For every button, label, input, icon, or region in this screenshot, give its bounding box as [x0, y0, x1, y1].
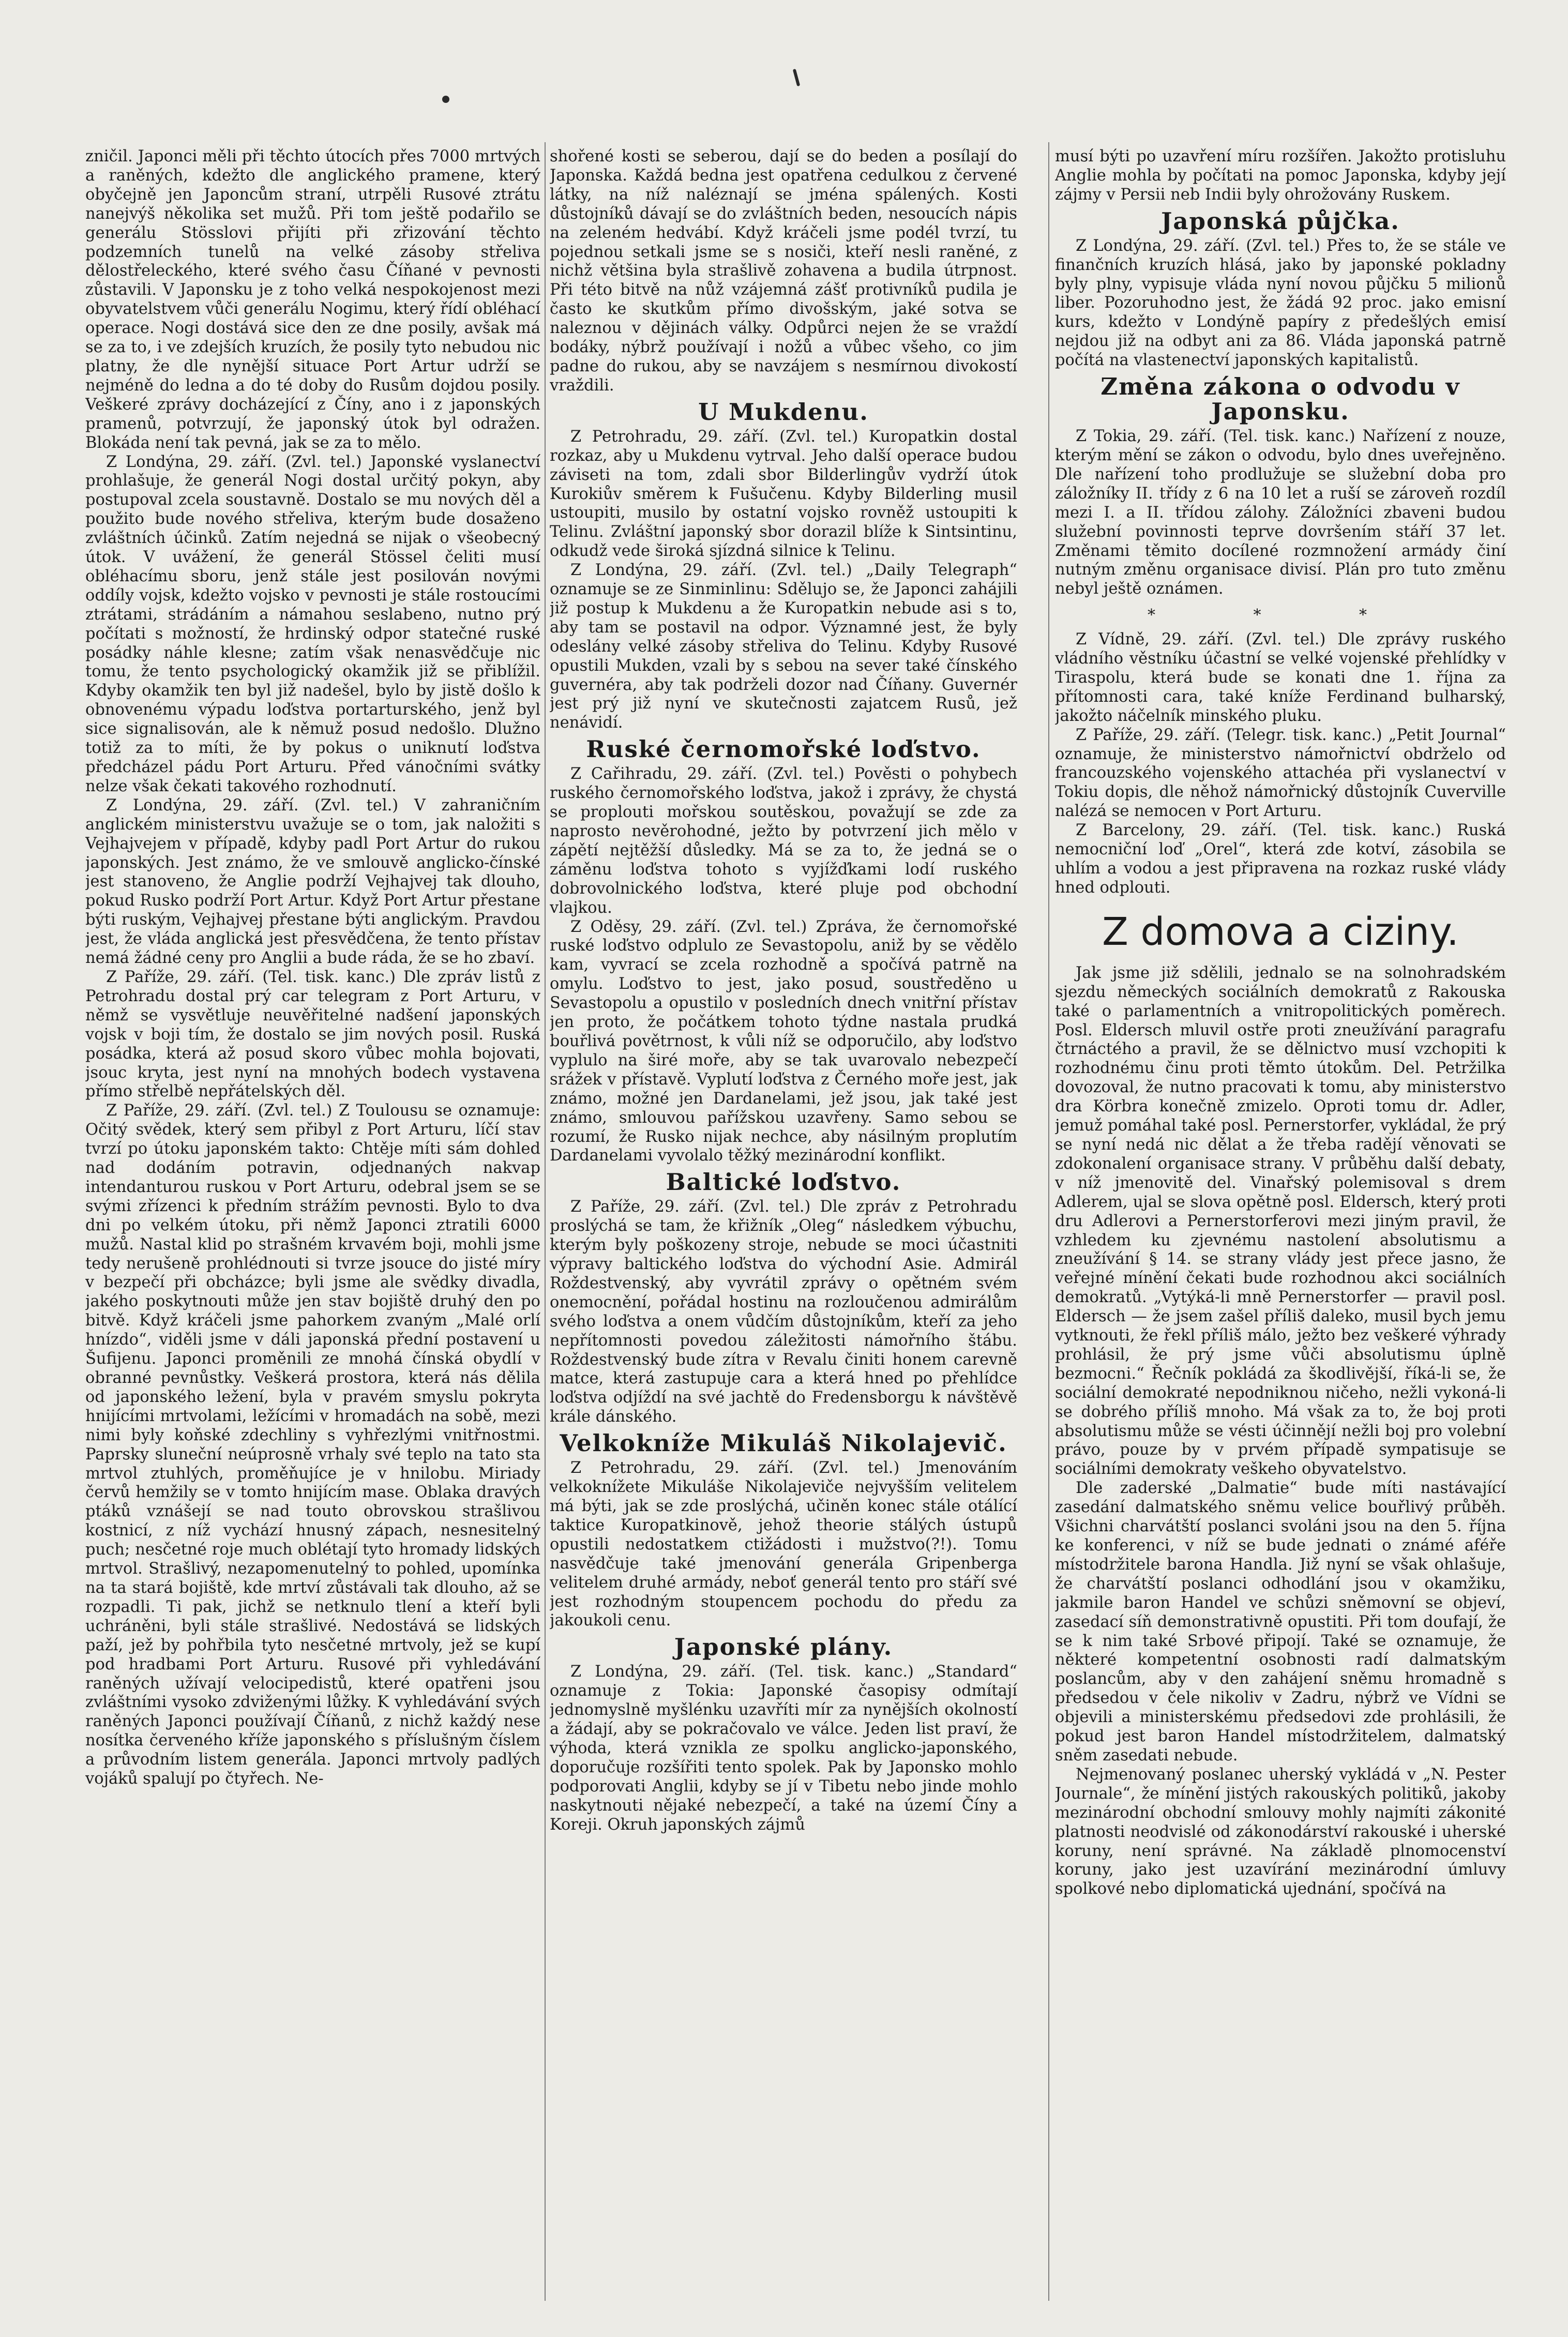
article-paragraph: Z Londýna, 29. září. (Zvl. tel.) V zahraničním anglickém ministerstvu uvažuje se o tom, jak naložiti s Vejhajvejem v případě, kdyby padl Port Artur do rukou japonských. Jest známo, že ve smlouvě anglicko-čínské jest stanoveno, že Anglie podrží Vejhajvej tak dlouho, pokud Rusko podrží Port Artur. Když Port Artur přestane býti ruským, Vejhajvej přestane býti anglickým. Pravdou jest, že vláda anglická jest přesvědčena, že tento přístav nemá žádné ceny pro Anglii a bude ráda, že se ho zbaví. — [85, 796, 540, 968]
article-paragraph: Z Paříže, 29. září. (Zvl. tel.) Z Toulousu se oznamuje: Očitý svědek, který sem přibyl z Port Arturu, líčí stav tvrzí po útoku japonském takto: Chtěje míti sám dohled nad dodáním potravin, odjednaných nakvap intendanturou ruskou v Port Arturu, odebral jsem se se svými zřízenci k předním strážím pevnosti. Bylo to dva dni po velkém útoku, při němž Japonci ztratili 6000 mužů. Nastal klid po strašném krvavém boji, mohli jsme tedy nerušeně prohlédnouti si tvrze jsouce do jisté míry v bezpečí při obcházce; byli jsme ale svědky divadla, jakého poskytnouti může jen stav bojiště druhý den po bitvě. Když kráčeli jsme pahorkem zvaným „Malé orlí hnízdo“, viděli jsme v dáli japonská přední postavení u Šufijenu. Japonci proměnili ze mnohá čínská obydlí v obranné pevnůstky. Veškerá prostora, která nás dělila od japonského ležení, byla v pravém smyslu pokryta hnijícími mrtvolami, ležícími v hromadách na sobě, mezi nimi byly koňské zdechliny s vyhřezlými vnitřnostmi. Paprsky sluneční neúprosně vrhaly své teplo na tato sta mrtvol ztuhlých, proměňujíce je v hnilobu. Miriady červů hemžily se v tomto hnijícím mase. Oblaka dravých ptáků vznášejí se nad touto obrovskou strašlivou kostnicí, z níž vychází hnusný zápach, nesnesitelný puch; nesčetné roje much oblétají tyto hromady lidských mrtvol. Strašlivý, nezapomenutelný to pohled, upomínka na ta stará bojiště, kde mrtví zůstávali tak dlouho, až se rozpadli. Ti pak, jichž se netknulo tlení a kteří byli uchráněni, byli stále strašlivé. Nedostává se lidských paží, jež by pohřbila tyto nesčetné mrtvoly, jež se kupí pod hradbami Port Arturu. Rusové při vyhledávání raněných užívají velocipedistů, které opatřeni jsou zvláštními vysoko zdviženými lůžky. K vyhledávání svých raněných Japonci používají Číňanů, z nichž každý nese nosítka červeného kříže japonského s příslušným číslem a průvodním listem generála. Japonci mrtvoly padlých vojáků spalují po čtyřech. Ne- — [85, 1102, 540, 1788]
article-paragraph: Z Londýna, 29. září. (Zvl. tel.) Přes to, že se stále ve finančních kruzích hlásá, jako by japonské pokladny byly plny, vypisuje vláda nyní novou půjčku 5 milionů liber. Pozoruhodno jest, že žádá 92 proc. jako emisní kurs, kdežto v Londýně papíry z předešlých emisí nejdou již na odbyt ani za 86. Vláda japonská patrně počítá na vlastenectví japonských kapitalistů. — [1055, 236, 1506, 370]
column-right — [1055, 147, 1506, 2306]
article-paragraph: Z Petrohradu, 29. září. (Zvl. tel.) Jmenováním velkoknížete Mikuláše Nikolajeviče nejvyšším velitelem má býti, jak se zde proslýchá, učiněn konec stále otálící taktice Kuropatkinově, jehož theorie stálých ústupů opustili nedostatkem ctižádosti i mužstvo(?!). Tomu nasvědčuje také jmenování generála Gripenberga velitelem druhé armády, neboť generál tento pro stáří své jest rozhodným stoupencem pochodu do předu za jakoukoli cenu. — [550, 1459, 1017, 1630]
ink-speck — [793, 69, 801, 86]
section-heading-baltic-fleet: Baltické loďstvo. — [666, 1168, 901, 1196]
article-paragraph: Dle zaderské „Dalmatie“ bude míti nastávající zasedání dalmatského sněmu velice bouřlivý průběh. Všichni charvátští poslanci svoláni jsou na den 5. října ke konferenci, v níž se bude jednati o známé aféře místodržitele barona Handla. Již nyní se však ohlašuje, že charvátští poslanci odhodlání jsou v okamžiku, jakmile baron Handel ve schůzi sněmovní se objeví, zasedací síň demonstrativně opustiti. Při tom doufají, že se k nim také Srbové připojí. Také se oznamuje, že některé kompetentní osobnosti radí dalmatským poslancům, aby v den zahájení sněmu hromadně s předsedou v čele nikoliv v Zadru, nýbrž ve Vídni se objevili a ministerskému předsedovi zde prohlásili, že pokud jest baron Handel místodržitelem, dalmatský sněm zasedati nebude. — [1055, 1479, 1506, 1765]
section-heading-home-and-abroad: Z domova a ciziny. — [1102, 909, 1459, 954]
column-middle — [550, 147, 1017, 2306]
article-paragraph: Z Paříže, 29. září. (Tel. tisk. kanc.) Dle zpráv listů z Petrohradu dostal prý car telegram z Port Arturu, v němž se vysvětluje neuvěřitelné nadšení japonských vojsk v boji tím, že dostalo se jim nových posil. Ruská posádka, která až posud skoro vůbec mohla bojovati, jsouc kryta, jest nyní na mnohých bodech vystavena přímo střelbě nepřátelských děl. — [85, 968, 540, 1101]
column-rule — [1048, 142, 1049, 2301]
article-paragraph: Z Londýna, 29. září. (Zvl. tel.) „Daily Telegraph“ oznamuje se ze Sinminlinu: Sdělujo se, že Japonci zahájili již postup k Mukdenu a že Kuropatkin nebude asi s to, aby tam se postavil na odpor. Významné jest, že byly odeslány velké zásoby střeliva do Telinu. Kdyby Rusové opustili Mukden, vzali by s sebou na sever také čínského guvernéra, aby tak podrželi dozor nad Číňany. Guvernér jest prý již nyní ve skutečnosti zajatcem Rusů, jež nenávidí. — [550, 561, 1017, 732]
section-heading-japanese-plans: Japonské plány. — [674, 1633, 893, 1661]
section-heading-mukden: U Mukdenu. — [698, 398, 869, 426]
section-separator: * * * — [1147, 606, 1414, 625]
article-paragraph: Z Paříže, 29. září. (Telegr. tisk. kanc.) „Petit Journal“ oznamuje, že ministerstvo námořnictví obdrželo od francouzského vojenského attachéa při vyslanectví v Tokiu dopis, dle něhož námořnický důstojník Cuverville nalézá se nemocen v Port Arturu. — [1055, 726, 1506, 821]
article-paragraph: Nejmenovaný poslanec uherský vykládá v „N. Pester Journale“, že mínění jistých rakouských politiků, jakoby mezinárodní obchodní smlouvy mohly najmíti zákonité platnosti neodvislé od zákonodárství rakouské i uherské koruny, není správné. Na základě plnomocenství koruny, jako jest uzavírání mezinárodní úmluvy spolkové nebo diplomatická ujednání, spočívá na — [1055, 1765, 1506, 1898]
section-heading-japanese-loan: Japonská půjčka. — [1161, 207, 1400, 235]
section-heading-black-sea-fleet: Ruské černomořské loďstvo. — [586, 735, 981, 763]
section-heading-conscription-law: Změna zákona o odvodu v Japonsku. — [1100, 373, 1460, 426]
article-paragraph: Z Londýna, 29. září. (Zvl. tel.) Japonské vyslanectví prohlašuje, že generál Nogi dostal určitý pokyn, aby postupoval zcela soustavně. Dostalo se mu nových děl a použito bude nového střeliva, kterým bude dosaženo zvláštních účinků. Zatím nejedná se nijak o všeobecný útok. V uvážení, že generál Stössel čeliti musí obléhacímu sboru, jenž stále jest posilován novými oddíly vojsk, kdežto vojsko v pevnosti je stále rostoucími ztrátami, strádáním a námahou seslabeno, nutno prý počítati s možností, že hrdinský odpor statečné ruské posádky náhle klesne; zatím však nenasvědčuje nic tomu, že tento psychologický okamžik již se přiblížil. Kdyby okamžik ten byl již nadešel, bylo by jistě došlo k obnovenému výpadu loďstva portarturského, jenž byl sice signalisován, ale k němuž posud nedošlo. Dlužno totiž za to míti, že by pokus o uniknutí loďstva předcházel pádu Port Arturu. Před vánočními svátky nelze však čekati takového rozhodnutí. — [85, 453, 540, 795]
article-paragraph: shořené kosti se seberou, dají se do beden a posílají do Japonska. Každá bedna jest opatřena cedulkou z červené látky, na níž naléznají se jména spálených. Kosti důstojníků dávají se do zvláštních beden, nesoucích nápis na zeleném hedvábí. Když kráčeli jsme podél tvrzí, tu pojednou setkali jsme se s nosiči, kteří nesli raněné, z nichž většina byla strašlivě zohavena a budila útrpnost. Při této bitvě na nůž vzájemná zášť protivníků pudila je často ke skutkům přímo divošským, jaké sotva se naleznou v dějinách války. Odpůrci nejen že se vraždí bodáky, nýbrž používají i nožů a vůbec všeho, co jim padne do rukou, aby se navzájem s nesmírnou divokostí vraždili. — [550, 147, 1017, 395]
article-paragraph: zničil. Japonci měli při těchto útocích přes 7000 mrtvých a raněných, kdežto dle anglického pramene, který obyčejně jen Japoncům straní, utrpěli Rusové ztrátu nanejvýš několika set mužů. Při tom ještě podařilo se generálu Stösslovi přijíti při zřizování těchto podzemních tunelů na velké zásoby střeliva dělostřeleckého, které svého času Číňané v pevnosti zůstavili. V Japonsku je z toho velká nespokojenost mezi obyvatelstvem vůči generálu Nogimu, který řídí obléhací operace. Nogi dostává sice den ze dne posily, avšak má se za to, i ve zdejších kruzích, že posily tyto nebudou nic platny, že dle nynější situace Port Artur udrží se nejméně do ledna a do té doby do Rusům dojdou posily. Veškeré zprávy docházející z Číny, ano i z japonských pramenů, potvrzují, že japonský útok byl odražen. Blokáda není tak pevná, jak se za to mělo. — [85, 147, 540, 452]
article-paragraph: Jak jsme již sdělili, jednalo se na solnohradském sjezdu německých sociálních demokratů z Rakouska také o parlamentních a vnitropolitických poměrech. Posl. Eldersch mluvil ostře proti zneužívání paragrafu čtrnáctého a pravil, že se dělnictvo musí vzchopiti k rozhodnému činu proti těmto útokům. Del. Petržilka dovozoval, že nutno pracovati k tomu, aby ministerstvo dra Körbra konečně zmizelo. Oproti tomu dr. Adler, jemuž pomáhal také posl. Pernerstorfer, vykládal, že prý se nyní nedá nic dělat a že třeba radějí věnovati se zdokonalení organisace strany. V průběhu další debaty, v níž jmenovitě del. Vinařský polemisoval s drem Adlerem, ujal se slova opětně posl. Eldersch, který proti dru Adlerovi a Pernerstorferovi mezi jiným pravil, že vzhledem ku zjevnému nastolení absolutismu a zneužívání § 14. se strany vlády jest přece jasno, že veřejné mínění čekati bude rozhodnou akci sociálních demokratů. „Vytýká-li mně Pernerstorfer — pravil posl. Eldersch — že jsem zašel příliš daleko, musil bych jemu vytknouti, že řekl příliš málo, ježto bez veškeré výhrady prohlásil, že prý jsme vůči absolutismu úplně bezmocni.“ Řečník pokládá za škodlivější, říká-li se, že sociální demokraté nepodniknou ničeho, nežli vykoná-li se dobrého příliš mnoho. Má však za to, že boj proti absolutismu může se vésti účinnějí nežli boj pro volební právo, pouze by v prvém případě sympatisuje se sociálními demokraty veškeho obyvatelstvo. — [1055, 963, 1506, 1479]
article-paragraph: Z Londýna, 29. září. (Tel. tisk. kanc.) „Standard“ oznamuje z Tokia: Japonské časopisy odmítají jednomyslně myšlénku uzavříti mír za nynějších okolností a žádají, aby se pokračovalo ve válce. Jeden list praví, že výhoda, která vznikla ze spolku anglicko-japonského, doporučuje rozšířiti tento spolek. Pak by Japonsko mohlo podporovati Anglii, kdyby se jí v Tibetu nebo jinde mohlo naskytnouti nějaké nebezpečí, a také na území Číny a Koreji. Okruh japonských zájmů — [550, 1663, 1017, 1834]
article-paragraph: Z Cařihradu, 29. září. (Zvl. tel.) Pověsti o pohybech ruského černomořského loďstva, jakož i zprávy, že chystá se proplouti mořskou soutěskou, považují se zde za naprosto nevěrohodné, ježto by potvrzení jich mělo v zápětí nejtěžší důsledky. Má se za to, že jedná se o záměnu loďstva tohoto s vyjížďkami lodí ruského dobrovolnického loďstva, které pluje pod obchodní vlajkou. — [550, 765, 1017, 917]
article-paragraph: Z Paříže, 29. září. (Zvl. tel.) Dle zpráv z Petrohradu proslýchá se tam, že křižník „Oleg“ následkem výbuchu, kterým byly poškozeny stroje, nebude se moci účastniti výpravy baltického loďstva do východní Asie. Admirál Roždestvenský, aby vyvrátil zprávy o opětném svém onemocnění, pořádal hostinu na rozloučenou admirálům svého loďstva a onem vůdčím důstojníkům, kteří za jeho nepřítomnosti povedou záležitosti námořního štábu. Roždestvenský bude zítra v Revalu činiti honem carevně matce, která zastupuje cara a která hned po přehlídce loďstva odjíždí na své jachtě do Fredensborgu k návštěvě krále dánského. — [550, 1198, 1017, 1426]
article-paragraph: Z Vídně, 29. září. (Zvl. tel.) Dle zprávy ruského vládního věstníku účastní se velké vojenské přehlídky v Tiraspolu, která bude se konati dne 1. října za přítomnosti cara, také kníže Ferdinand bulharský, jakožto náčelník minského pluku. — [1055, 630, 1506, 725]
column-left — [85, 147, 540, 2306]
column-rule — [545, 142, 546, 2301]
article-paragraph: Z Barcelony, 29. září. (Tel. tisk. kanc.) Ruská nemocniční loď „Orel“, která zde kotví, zásobila se uhlím a vodou a jest připravena na rozkaz ruské vlády hned odplouti. — [1055, 821, 1506, 897]
article-paragraph: musí býti po uzavření míru rozšířen. Jakožto protisluhu Anglie mohla by počítati na pomoc Japonska, kdyby její zájmy v Persii neb Indii byly ohrožovány Ruskem. — [1055, 147, 1506, 204]
article-paragraph: Z Petrohradu, 29. září. (Zvl. tel.) Kuropatkin dostal rozkaz, aby u Mukdenu vytrval. Jeho další operace budou záviseti na tom, zdali sbor Bilderlingův vydrží útok Kurokiův směrem k Fušučenu. Kdyby Bilderling musil ustoupiti, musilo by ostatní vojsko rovněž ustoupiti k Telinu. Zvláštní japonský sbor dorazil blíže k Sintsintinu, odkudž vede široká sjízdná silnice k Telinu. — [550, 427, 1017, 561]
article-paragraph: Z Oděsy, 29. září. (Zvl. tel.) Zpráva, že černomořské ruské loďstvo odplulo ze Sevastopolu, aniž by se vědělo kam, vyvrací se zcela rozhodně a spočívá patrně na omylu. Loďstvo to jest, jako posud, soustředěno u Sevastopolu a opustilo v posledních dnech vnitřní přístav jen proto, že počátkem tohoto týdne nastala prudká bouřlivá povětrnost, k vůli níž se odporučilo, aby loďstvo vyplulo na širé moře, aby se tak uvarovalo nebezpečí srážek v přístavě. Vyplutí loďstva z Černého moře jest, jak známo, možné jen Dardanelami, jež jsou, jak také jest známo, smlouvou pařížskou uzavřeny. Samo sebou se rozumí, že Rusko nijak nechce, aby násilným proplutím Dardanelami vyvolalo těžký mezinárodní konflikt. — [550, 917, 1017, 1165]
article-paragraph: Z Tokia, 29. září. (Tel. tisk. kanc.) Nařízení z nouze, kterým mění se zákon o odvodu, bylo dnes uveřejněno. Dle nařízení toho prodlužuje se služební doba pro záložníky II. třídy z 6 na 10 let a ruší se zároveň rozdíl mezi I. a II. třídou zálohy. Záložníci zbaveni budou služební povinnosti teprve dovršením stáří 37 let. Změnami těmito docílené rozmnožení armády činí nutným změnu organisace divisí. Plán pro tuto změnu nebyl ještě oznámen. — [1055, 427, 1506, 598]
ink-speck — [442, 96, 449, 103]
section-heading-grand-duke: Velkokníže Mikuláš Nikolajevič. — [560, 1429, 1007, 1457]
